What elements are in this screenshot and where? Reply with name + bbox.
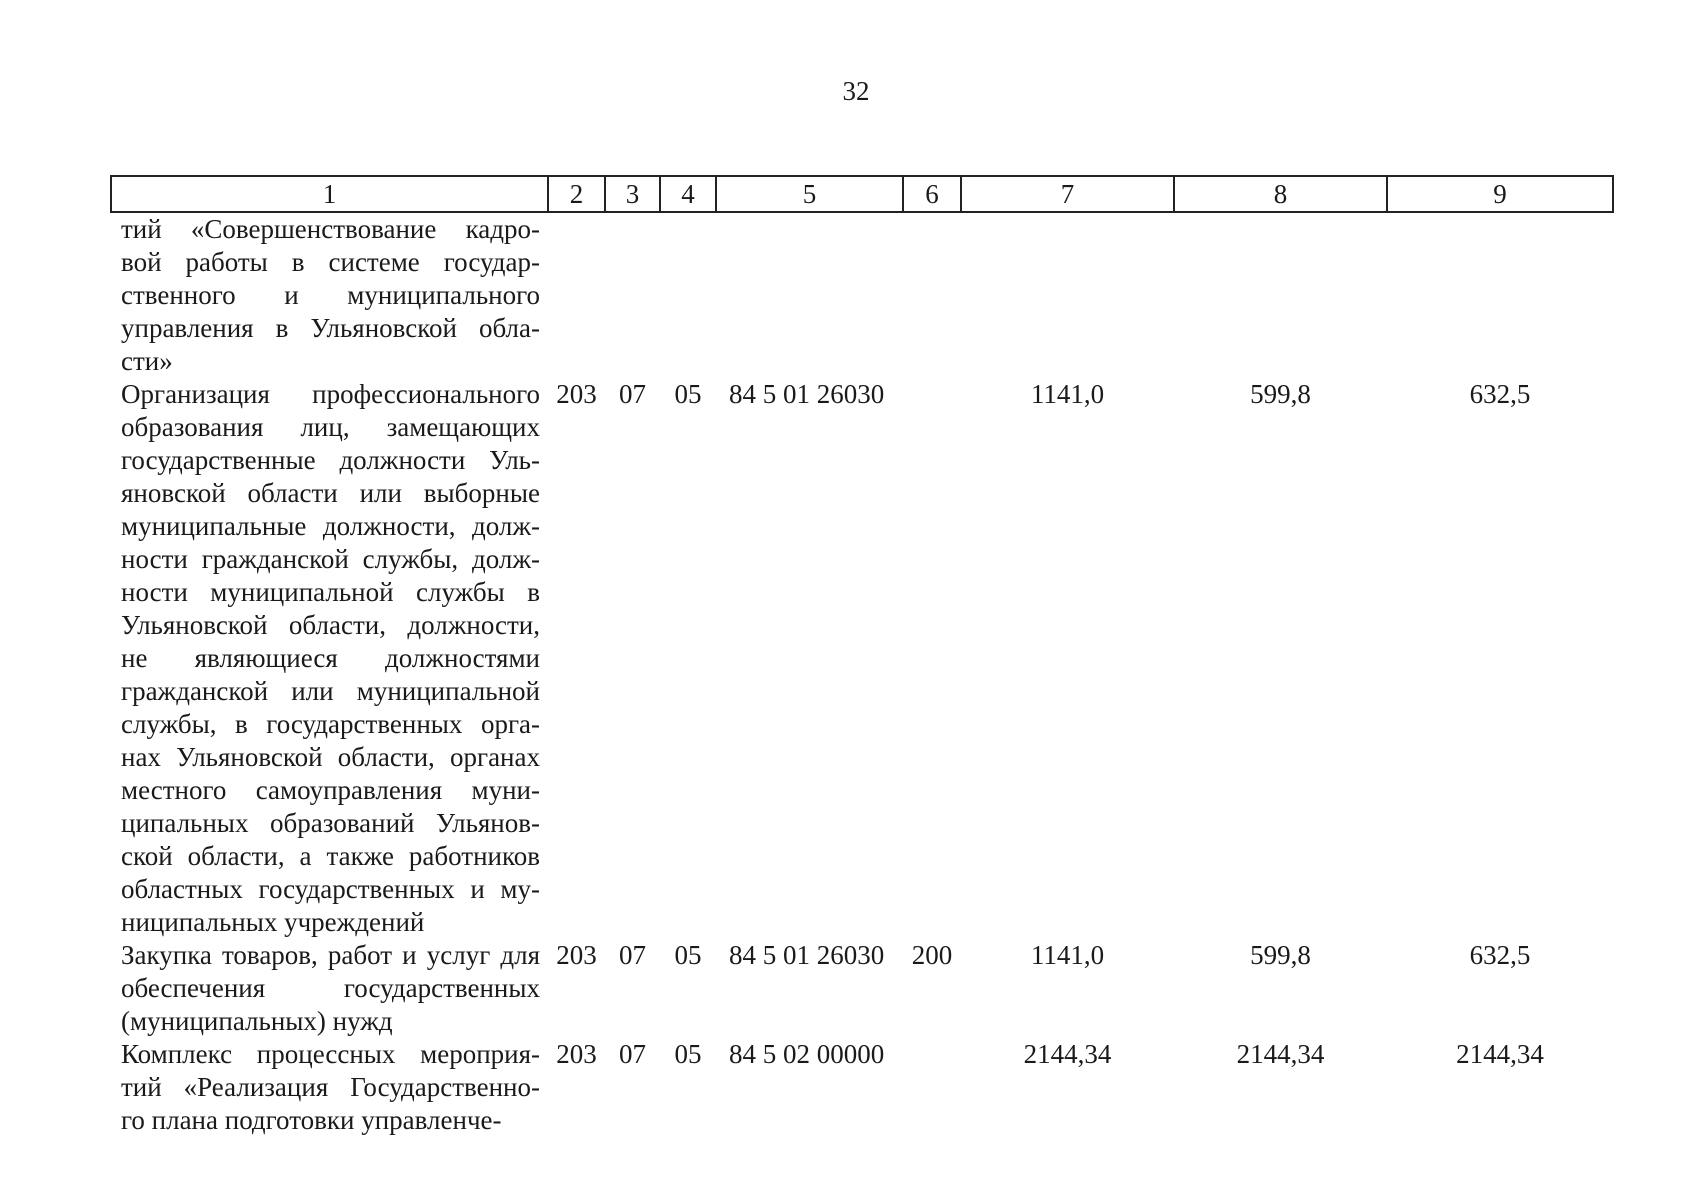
amount-col-9: 632,5 <box>1469 379 1531 409</box>
expense-type-code <box>903 378 961 939</box>
description-line: яновской области или выборные <box>121 478 540 508</box>
description-line: государственные должности Уль- <box>121 445 540 475</box>
description-line: Комплекс процессных мероприя- <box>121 1039 540 1069</box>
row-description <box>111 1038 548 1137</box>
header-col-3: 3 <box>605 176 660 212</box>
ministry-code <box>548 212 605 378</box>
subsection-code: 05 <box>674 1039 702 1069</box>
table-row <box>111 378 1613 939</box>
description-line: тий «Совершенствование кадро- <box>121 214 540 244</box>
description-line: ности гражданской службы, долж- <box>121 544 540 574</box>
description-line: управления в Ульяновской обла- <box>121 313 540 343</box>
description-line: ской области, а также работников <box>121 841 540 871</box>
amount-col-7: 1141,0 <box>1030 940 1105 970</box>
target-article-code: 84 5 02 00000 <box>729 1039 885 1069</box>
header-col-5: 5 <box>716 176 903 212</box>
description-line: местного самоуправления муни- <box>121 775 540 805</box>
description-line: Ульяновской области, должности, <box>121 610 540 640</box>
subsection-code: 05 <box>674 379 702 409</box>
description-line: ниципальных учреждений <box>121 907 425 937</box>
amount-col-9: 632,5 <box>1469 940 1531 970</box>
page-number: 32 <box>842 76 870 106</box>
section-code: 07 <box>619 940 646 970</box>
description-line: ципальных образований Ульянов- <box>121 808 540 838</box>
description-line: го плана подготовки управленче- <box>121 1105 502 1135</box>
amount-col-9 <box>1387 212 1613 378</box>
amount-col-9: 2144,34 <box>1456 1039 1544 1069</box>
table-row <box>111 212 1613 378</box>
table-body <box>111 212 1613 1137</box>
section-code: 07 <box>619 379 646 409</box>
header-col-4: 4 <box>660 176 716 212</box>
header-row <box>111 176 1613 212</box>
description-line: ности муниципальной службы в <box>121 577 540 607</box>
budget-table <box>110 175 1614 1137</box>
header-col-9: 9 <box>1387 176 1613 212</box>
ministry-code: 203 <box>556 379 597 409</box>
table-header <box>111 176 1613 212</box>
subsection-code <box>660 212 716 378</box>
description-line: вой работы в системе государ- <box>121 247 540 277</box>
description-line: службы, в государственных орга- <box>121 709 540 739</box>
description-line: областных государственных и му- <box>121 874 540 904</box>
description-line: обеспечения государственных <box>121 973 540 1003</box>
row-description <box>111 378 548 939</box>
table-row <box>111 1038 1613 1137</box>
amount-col-7: 2144,34 <box>1023 1039 1112 1069</box>
description-line: нах Ульяновской области, органах <box>121 742 540 772</box>
description-line: ственного и муниципального <box>121 280 540 310</box>
subsection-code: 05 <box>674 940 702 970</box>
description-line: муниципальные должности, долж- <box>121 511 540 541</box>
expense-type-code <box>903 1038 961 1137</box>
description-line: (муниципальных) нужд <box>121 1006 393 1036</box>
description-line: сти» <box>121 346 173 376</box>
row-description <box>111 212 548 378</box>
section-code <box>605 212 660 378</box>
description-line: образования лиц, замещающих <box>121 412 540 442</box>
table-row <box>111 939 1613 1038</box>
header-col-6: 6 <box>903 176 961 212</box>
ministry-code: 203 <box>556 1039 597 1069</box>
section-code: 07 <box>619 1039 646 1069</box>
header-col-7: 7 <box>961 176 1174 212</box>
ministry-code: 203 <box>556 940 597 970</box>
target-article-code: 84 5 01 26030 <box>729 940 885 970</box>
amount-col-8: 599,8 <box>1250 379 1311 409</box>
amount-col-7: 1141,0 <box>1030 379 1105 409</box>
header-col-8: 8 <box>1174 176 1387 212</box>
amount-col-7 <box>961 212 1174 378</box>
row-description <box>111 939 548 1038</box>
description-line: Закупка товаров, работ и услуг для <box>121 940 540 970</box>
amount-col-8: 2144,34 <box>1236 1039 1325 1069</box>
description-line: Организация профессионального <box>121 379 540 409</box>
expense-type-code <box>903 212 961 378</box>
amount-col-8: 599,8 <box>1250 940 1311 970</box>
target-article-code: 84 5 01 26030 <box>729 379 885 409</box>
description-line: не являющиеся должностями <box>121 643 540 673</box>
amount-col-8 <box>1174 212 1387 378</box>
header-col-1: 1 <box>111 176 548 212</box>
header-col-2: 2 <box>548 176 605 212</box>
target-article-code <box>716 212 903 378</box>
description-line: тий «Реализация Государственно- <box>121 1072 540 1102</box>
description-line: гражданской или муниципальной <box>121 676 540 706</box>
expense-type-code: 200 <box>911 940 953 970</box>
